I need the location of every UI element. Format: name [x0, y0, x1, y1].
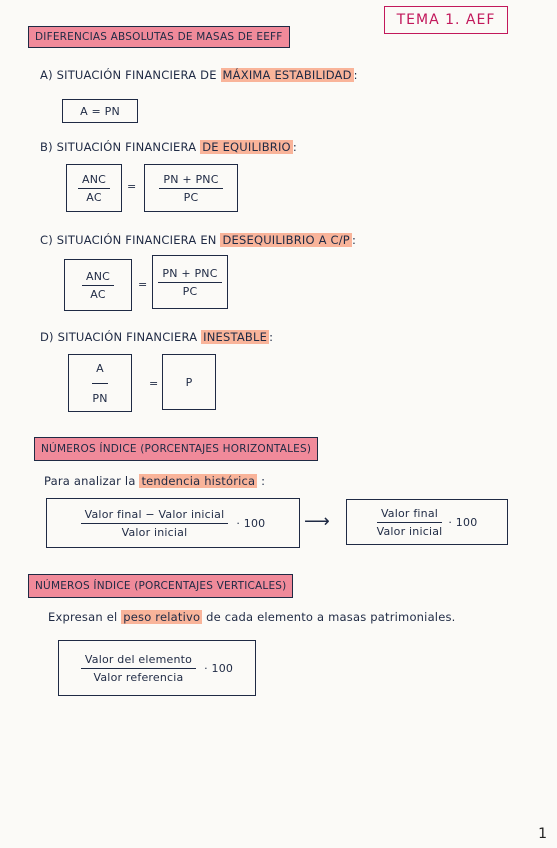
item-a-suffix: : [353, 68, 358, 82]
item-d-prefix: D) SITUACIÓN FINANCIERA [40, 330, 198, 344]
item-b-suffix: : [292, 140, 297, 154]
section-title-vertical-percentages: NÚMEROS ÍNDICE (PORCENTAJES VERTICALES) [28, 574, 293, 598]
topic-title-box: TEMA 1. AEF [384, 6, 508, 34]
item-b-label [40, 140, 297, 154]
section3-intro [48, 610, 456, 624]
formula-d-lhs-denominator: PN [92, 391, 108, 405]
formula-b-lhs-numerator: ANC [78, 173, 110, 189]
formula-vertical-box [58, 640, 256, 696]
formula-c-lhs-numerator: ANC [82, 270, 114, 286]
section2-intro-highlight: tendencia histórica [141, 474, 256, 488]
page-number: 1 [538, 826, 547, 842]
formula-vertical-fraction [81, 653, 196, 684]
formula-horizontal-simplified-multiplier: · 100 [448, 515, 478, 529]
formula-d-lhs-box [68, 354, 132, 412]
formula-c-equals: = [138, 278, 148, 291]
item-b-highlight: DE EQUILIBRIO [202, 140, 291, 154]
section2-intro [44, 474, 265, 488]
item-a-label [40, 68, 358, 82]
section2-intro-suffix: : [261, 474, 266, 488]
formula-b-rhs-fraction [159, 173, 222, 204]
formula-c-rhs-denominator: PC [182, 284, 198, 298]
formula-vertical-multiplier: · 100 [204, 661, 234, 675]
formula-vertical-denominator: Valor referencia [93, 670, 184, 684]
item-d-label [40, 330, 273, 344]
formula-c-rhs-fraction [158, 267, 221, 298]
formula-d-equals: = [149, 377, 159, 390]
formula-b-rhs-denominator: PC [183, 190, 199, 204]
formula-horizontal-simplified-fraction [377, 507, 443, 538]
formula-d-rhs-box [162, 354, 216, 410]
formula-c-rhs-box [152, 255, 228, 309]
formula-b-lhs-fraction [78, 173, 110, 204]
item-c-highlight: DESEQUILIBRIO A C/P [222, 233, 350, 247]
formula-horizontal-box [46, 498, 300, 548]
item-c-label [40, 233, 356, 247]
formula-c-rhs-numerator: PN + PNC [158, 267, 221, 283]
section3-intro-prefix: Expresan el [48, 610, 118, 624]
formula-c-lhs-box [64, 259, 132, 311]
formula-horizontal-denominator: Valor inicial [121, 525, 188, 539]
item-a-prefix: A) SITUACIÓN FINANCIERA DE [40, 68, 217, 82]
arrow-icon: ⟶ [304, 511, 331, 532]
section3-intro-highlight: peso relativo [123, 610, 201, 624]
section3-intro-suffix: de cada elemento a masas patrimoniales. [206, 610, 456, 624]
formula-a-box [62, 99, 138, 123]
formula-horizontal-simplified-box [346, 499, 508, 545]
formula-b-rhs-box [144, 164, 238, 212]
formula-d-rhs: P [185, 375, 193, 389]
item-b-prefix: B) SITUACIÓN FINANCIERA [40, 140, 197, 154]
formula-d-lhs-fraction [92, 362, 108, 405]
formula-horizontal-multiplier: · 100 [236, 516, 266, 530]
formula-horizontal-fraction [81, 508, 229, 539]
formula-c-lhs-denominator: AC [90, 287, 106, 301]
formula-b-rhs-numerator: PN + PNC [159, 173, 222, 189]
formula-horizontal-simplified-numerator: Valor final [377, 507, 442, 523]
formula-a-text: A = PN [80, 104, 120, 118]
item-c-prefix: C) SITUACIÓN FINANCIERA EN [40, 233, 217, 247]
section2-intro-prefix: Para analizar la [44, 474, 136, 488]
item-c-suffix: : [351, 233, 357, 247]
formula-horizontal-numerator: Valor final − Valor inicial [81, 508, 229, 524]
formula-vertical-numerator: Valor del elemento [81, 653, 196, 669]
formula-c-lhs-fraction [82, 270, 114, 301]
item-a-highlight: MÁXIMA ESTABILIDAD [222, 68, 352, 82]
section-title-absolute-differences: DIFERENCIAS ABSOLUTAS DE MASAS DE EEFF [28, 26, 290, 48]
formula-b-equals: = [127, 180, 137, 193]
formula-horizontal-simplified-denominator: Valor inicial [376, 524, 443, 538]
formula-b-lhs-box [66, 164, 122, 212]
item-d-highlight: INESTABLE [203, 330, 268, 344]
formula-b-lhs-denominator: AC [86, 190, 102, 204]
item-d-suffix: : [269, 330, 274, 344]
section-title-horizontal-percentages: NÚMEROS ÍNDICE (PORCENTAJES HORIZONTALES) [34, 437, 318, 461]
formula-d-lhs-numerator: A [92, 362, 108, 384]
